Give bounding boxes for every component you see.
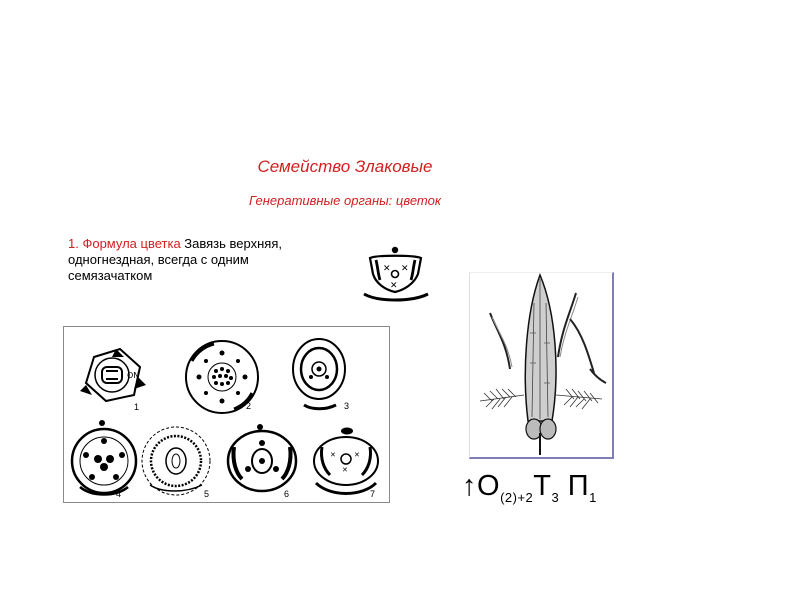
- formula-stamens: Т: [533, 470, 552, 502]
- floral-diagram-3: [293, 339, 349, 411]
- formula-stamens-count: 3: [551, 489, 560, 505]
- floral-diagram-5: [142, 427, 210, 499]
- spikelet-illustration-frame: [469, 272, 614, 459]
- svg-text:ON: ON: [127, 371, 140, 380]
- floral-diagrams: [64, 327, 389, 502]
- floral-diagrams-panel: [63, 326, 390, 503]
- floral-diagram-4: [72, 420, 136, 499]
- page-subtitle: Генеративные органы: цветок: [249, 193, 441, 208]
- svg-text:✕: ✕: [401, 264, 409, 274]
- diagram-label-1: 1: [134, 402, 140, 412]
- grass-spikelet-illustration: [470, 273, 612, 457]
- zygomorphy-arrow-icon: ↑: [462, 470, 477, 502]
- formula-perianth-count: (2)+2: [500, 489, 534, 505]
- formula-description: Завязь верхняя, одногнездная, всегда с одним семязачатком: [68, 236, 282, 283]
- formula-perianth: О: [477, 470, 501, 502]
- svg-text:✕: ✕: [390, 281, 398, 291]
- svg-text:✕: ✕: [330, 451, 336, 459]
- formula-heading: 1. Формула цветка: [68, 236, 181, 251]
- floral-diagram-1: [80, 349, 146, 412]
- floral-diagram-icon: [358, 244, 434, 304]
- svg-text:✕: ✕: [342, 466, 348, 474]
- formula-pistil-count: 1: [589, 489, 597, 505]
- diagram-label-2: 2: [246, 401, 252, 411]
- diagram-label-5: 5: [204, 489, 210, 499]
- diagram-label-7: 7: [370, 489, 376, 499]
- diagram-label-3: 3: [344, 401, 350, 411]
- svg-text:✕: ✕: [354, 451, 360, 459]
- floral-diagram-7: [314, 428, 378, 500]
- page-title: Семейство Злаковые: [257, 157, 433, 176]
- flower-formula-paragraph: [68, 236, 298, 284]
- diagram-label-6: 6: [284, 489, 290, 499]
- svg-text:✕: ✕: [383, 264, 391, 274]
- floral-diagram-6: [228, 424, 296, 499]
- formula-pistil: П: [567, 470, 590, 502]
- flower-formula: [462, 470, 597, 505]
- diagram-label-4: 4: [116, 489, 122, 499]
- floral-diagram-2: [186, 341, 258, 413]
